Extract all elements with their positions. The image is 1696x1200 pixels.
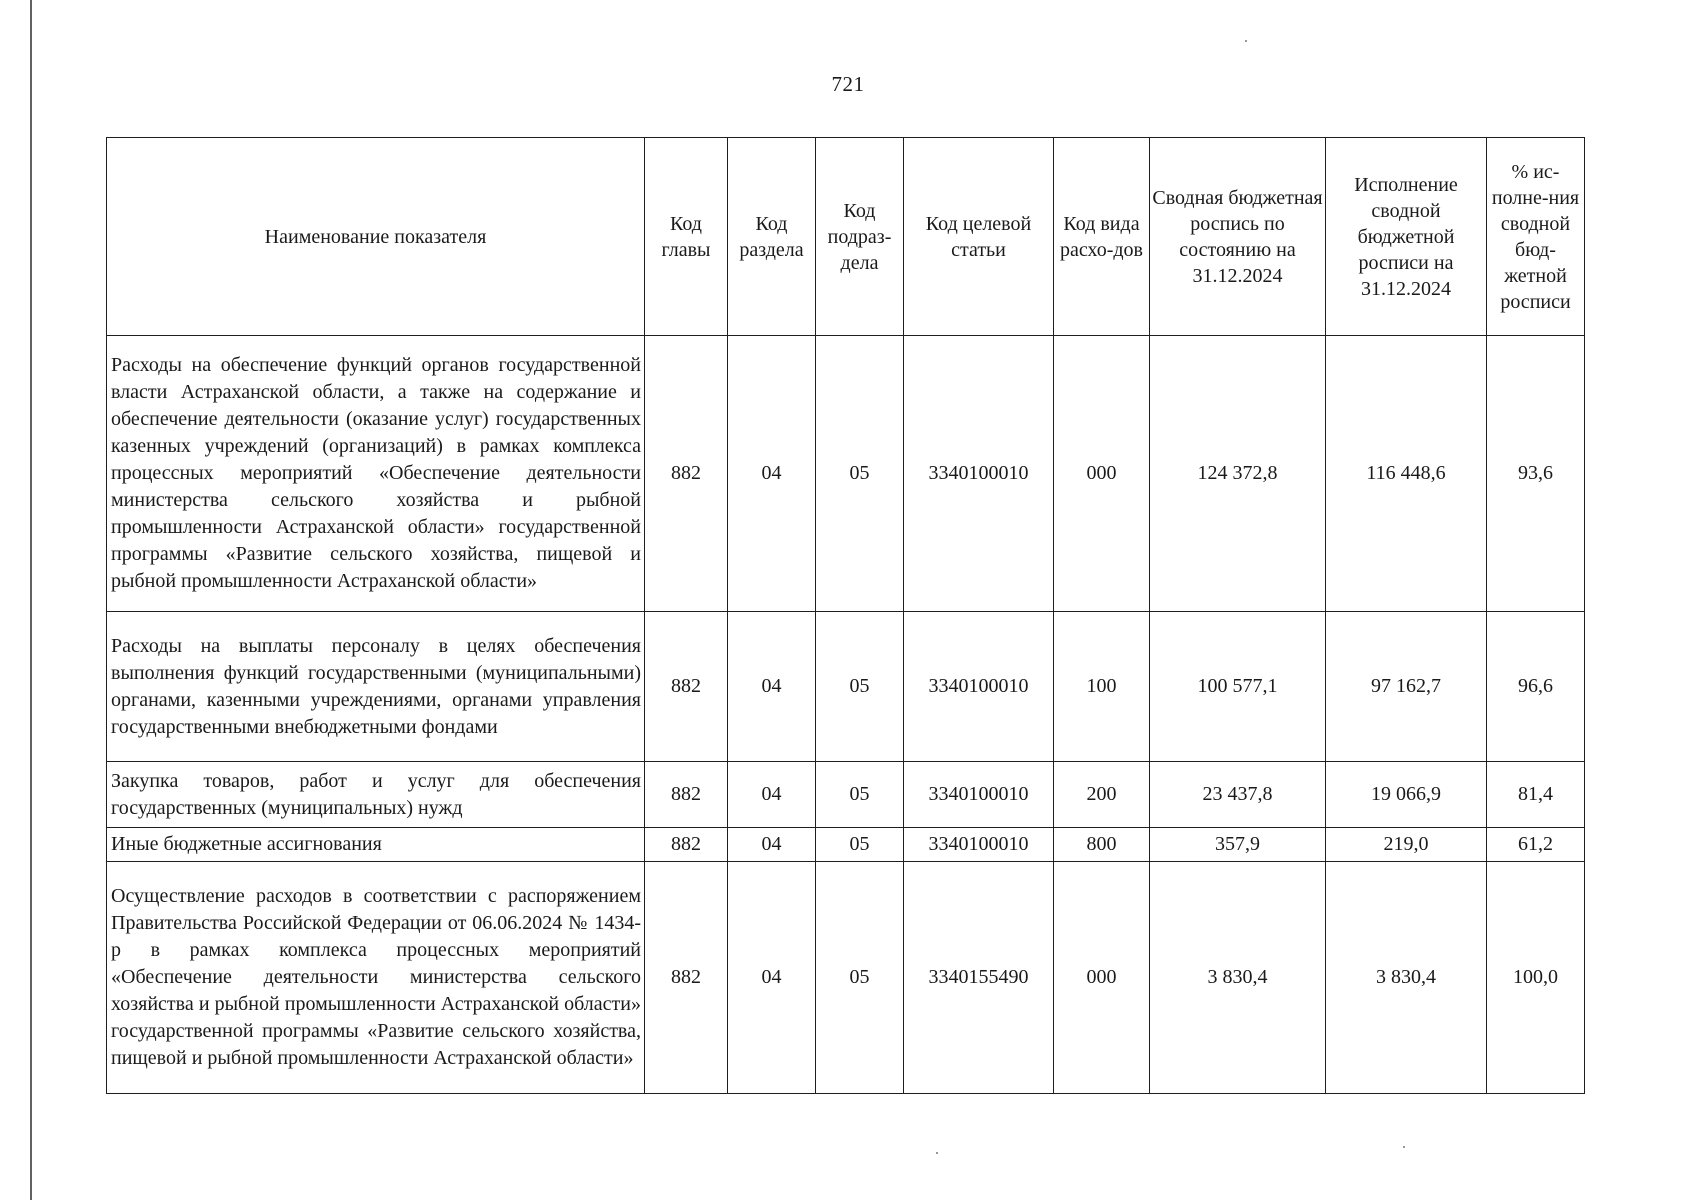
row-section-code: 04 — [728, 762, 816, 828]
row-chapter-code: 882 — [645, 336, 728, 612]
header-budget-execution: Исполнение сводной бюджетной росписи на 31.12.2024 — [1326, 138, 1487, 336]
row-budget-plan: 100 577,1 — [1150, 612, 1326, 762]
row-section-code: 04 — [728, 336, 816, 612]
row-section-code: 04 — [728, 828, 816, 862]
row-expense-code: 000 — [1054, 862, 1150, 1094]
table-row — [107, 612, 1585, 762]
row-name: Расходы на выплаты персоналу в целях обеспечения выполнения функций государственными (муниципальными) органами, казенными учреждениями, органами управления государственными внебюджетными фондами — [107, 612, 645, 762]
scan-speck — [1403, 1146, 1405, 1148]
row-name: Осуществление расходов в соответствии с распоряжением Правительства Российской Федерации от 06.06.2024 № 1434-р в рамках комплекса процессных мероприятий «Обеспечение деятельности министерства сельского хозяйства и рыбной промышленности Астраханской области» государственной программы «Развитие сельского хозяйства, пищевой и рыбной промышленности Астраханской области» — [107, 862, 645, 1094]
scan-speck — [936, 1152, 938, 1154]
scan-speck — [1245, 40, 1247, 42]
header-execution-percent: % ис-полне-ния сводной бюд-жетной росписи — [1487, 138, 1585, 336]
row-section-code: 04 — [728, 862, 816, 1094]
header-row — [107, 138, 1585, 336]
row-target-code: 3340155490 — [904, 862, 1054, 1094]
header-chapter-code: Код главы — [645, 138, 728, 336]
row-target-code: 3340100010 — [904, 828, 1054, 862]
table-row — [107, 828, 1585, 862]
row-budget-execution: 116 448,6 — [1326, 336, 1487, 612]
row-budget-execution: 97 162,7 — [1326, 612, 1487, 762]
header-name: Наименование показателя — [107, 138, 645, 336]
header-section-code: Код раздела — [728, 138, 816, 336]
row-budget-plan: 3 830,4 — [1150, 862, 1326, 1094]
row-budget-plan: 124 372,8 — [1150, 336, 1326, 612]
row-target-code: 3340100010 — [904, 762, 1054, 828]
page-number: 721 — [831, 72, 865, 96]
header-budget-plan: Сводная бюджетная роспись по состоянию на 31.12.2024 — [1150, 138, 1326, 336]
row-name: Закупка товаров, работ и услуг для обеспечения государственных (муниципальных) нужд — [107, 762, 645, 828]
row-name: Иные бюджетные ассигнования — [107, 828, 645, 862]
row-expense-code: 100 — [1054, 612, 1150, 762]
row-budget-plan: 357,9 — [1150, 828, 1326, 862]
margin-rule — [30, 0, 32, 1200]
row-execution-percent: 93,6 — [1487, 336, 1585, 612]
row-execution-percent: 96,6 — [1487, 612, 1585, 762]
table-row — [107, 762, 1585, 828]
row-execution-percent: 61,2 — [1487, 828, 1585, 862]
row-budget-plan: 23 437,8 — [1150, 762, 1326, 828]
row-chapter-code: 882 — [645, 862, 728, 1094]
row-budget-execution: 219,0 — [1326, 828, 1487, 862]
row-expense-code: 200 — [1054, 762, 1150, 828]
row-subsection-code: 05 — [816, 762, 904, 828]
row-execution-percent: 81,4 — [1487, 762, 1585, 828]
row-target-code: 3340100010 — [904, 336, 1054, 612]
row-subsection-code: 05 — [816, 862, 904, 1094]
row-budget-execution: 3 830,4 — [1326, 862, 1487, 1094]
row-subsection-code: 05 — [816, 612, 904, 762]
row-chapter-code: 882 — [645, 828, 728, 862]
budget-execution-table — [106, 137, 1585, 1094]
header-subsection-code: Код подраз-дела — [816, 138, 904, 336]
row-section-code: 04 — [728, 612, 816, 762]
row-name: Расходы на обеспечение функций органов государственной власти Астраханской области, а также на содержание и обеспечение деятельности (оказание услуг) государственных казенных учреждений (организаций) в рамках комплекса процессных мероприятий «Обеспечение деятельности министерства сельского хозяйства и рыбной промышленности Астраханской области» государственной программы «Развитие сельского хозяйства, пищевой и рыбной промышленности Астраханской области» — [107, 336, 645, 612]
row-chapter-code: 882 — [645, 762, 728, 828]
header-target-code: Код целевой статьи — [904, 138, 1054, 336]
row-chapter-code: 882 — [645, 612, 728, 762]
row-subsection-code: 05 — [816, 336, 904, 612]
row-execution-percent: 100,0 — [1487, 862, 1585, 1094]
table-row — [107, 862, 1585, 1094]
row-expense-code: 800 — [1054, 828, 1150, 862]
row-expense-code: 000 — [1054, 336, 1150, 612]
header-expense-code: Код вида расхо-дов — [1054, 138, 1150, 336]
row-budget-execution: 19 066,9 — [1326, 762, 1487, 828]
row-subsection-code: 05 — [816, 828, 904, 862]
table-row — [107, 336, 1585, 612]
row-target-code: 3340100010 — [904, 612, 1054, 762]
